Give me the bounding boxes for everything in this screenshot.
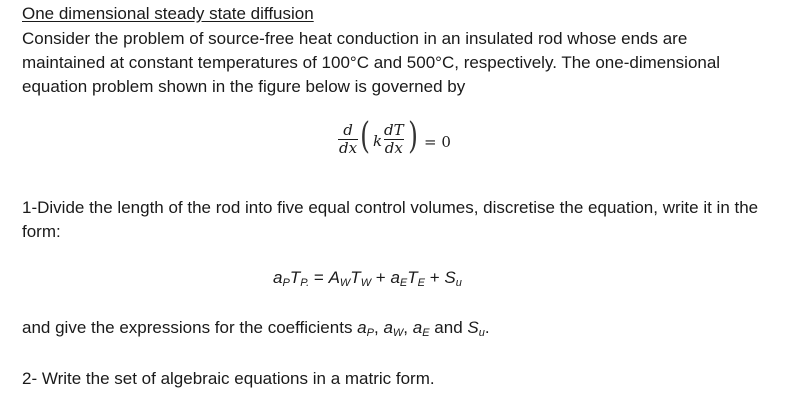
right-parenthesis: ) xyxy=(408,116,418,157)
source-Su-mention-sub: u xyxy=(478,327,485,339)
source-Su-sub: u xyxy=(455,277,462,289)
temp-TW-sub: W xyxy=(360,277,372,289)
plus-sign-1: + xyxy=(371,268,391,287)
coef-aW-sub: W xyxy=(339,277,351,289)
coefficients-text xyxy=(22,318,490,339)
source-Su: S xyxy=(444,268,456,287)
coef-separator-2: , xyxy=(403,318,413,337)
coef-aE-sub: E xyxy=(399,277,408,289)
coefficients-lead: and give the expressions for the coefficients xyxy=(22,318,358,337)
coef-aW: A xyxy=(328,268,340,287)
coef-aW-mention: a xyxy=(383,318,393,337)
coef-aP-sub: P xyxy=(282,277,290,289)
document-title: One dimensional steady state diffusion xyxy=(22,4,314,23)
task-one-text: 1-Divide the length of the rod into five equal control volumes, discretise the equation, write it in the form: xyxy=(22,198,759,241)
left-parenthesis: ( xyxy=(360,116,370,157)
equals-sign: = xyxy=(309,268,329,287)
temp-TW: T xyxy=(350,268,361,287)
coef-aE-mention: a xyxy=(412,318,423,337)
temp-TE-sub: E xyxy=(417,277,425,289)
inner-derivative-denominator: dx xyxy=(384,139,403,157)
source-Su-mention: S xyxy=(467,318,479,337)
outer-derivative-numerator: d xyxy=(343,121,353,139)
discretised-equation xyxy=(273,268,462,289)
coef-aP-mention: a xyxy=(357,318,367,337)
conductivity-symbol: k xyxy=(373,132,383,150)
coef-aW-mention-sub: W xyxy=(392,327,404,339)
outer-derivative-denominator: dx xyxy=(339,139,358,157)
coef-separator-1: , xyxy=(373,318,384,337)
coef-aE-mention-sub: E xyxy=(422,327,430,339)
coef-aP: a xyxy=(273,268,283,287)
temp-TE: T xyxy=(407,268,418,287)
inner-derivative-numerator: dT xyxy=(384,121,404,139)
equation-rhs: = 0 xyxy=(424,133,451,151)
intro-paragraph: Consider the problem of source-free heat conduction in an insulated rod whose ends are maintained at constant temperatures of 100°C and 500°C, respectively. The one-dimensional equation problem shown in the figure below is governed by xyxy=(22,29,721,96)
outer-derivative-fraction xyxy=(338,122,358,157)
coef-aP-mention-sub: P xyxy=(366,327,374,339)
coefficients-end: . xyxy=(484,318,490,337)
coef-and: and xyxy=(429,318,468,337)
plus-sign-2: + xyxy=(425,268,445,287)
temp-TP-sub: P. xyxy=(300,277,310,289)
task-two-text: 2- Write the set of algebraic equations in a matric form. xyxy=(22,369,435,388)
coef-aE: a xyxy=(390,268,400,287)
inner-derivative-fraction xyxy=(383,122,405,157)
temp-TP: T xyxy=(289,268,301,287)
